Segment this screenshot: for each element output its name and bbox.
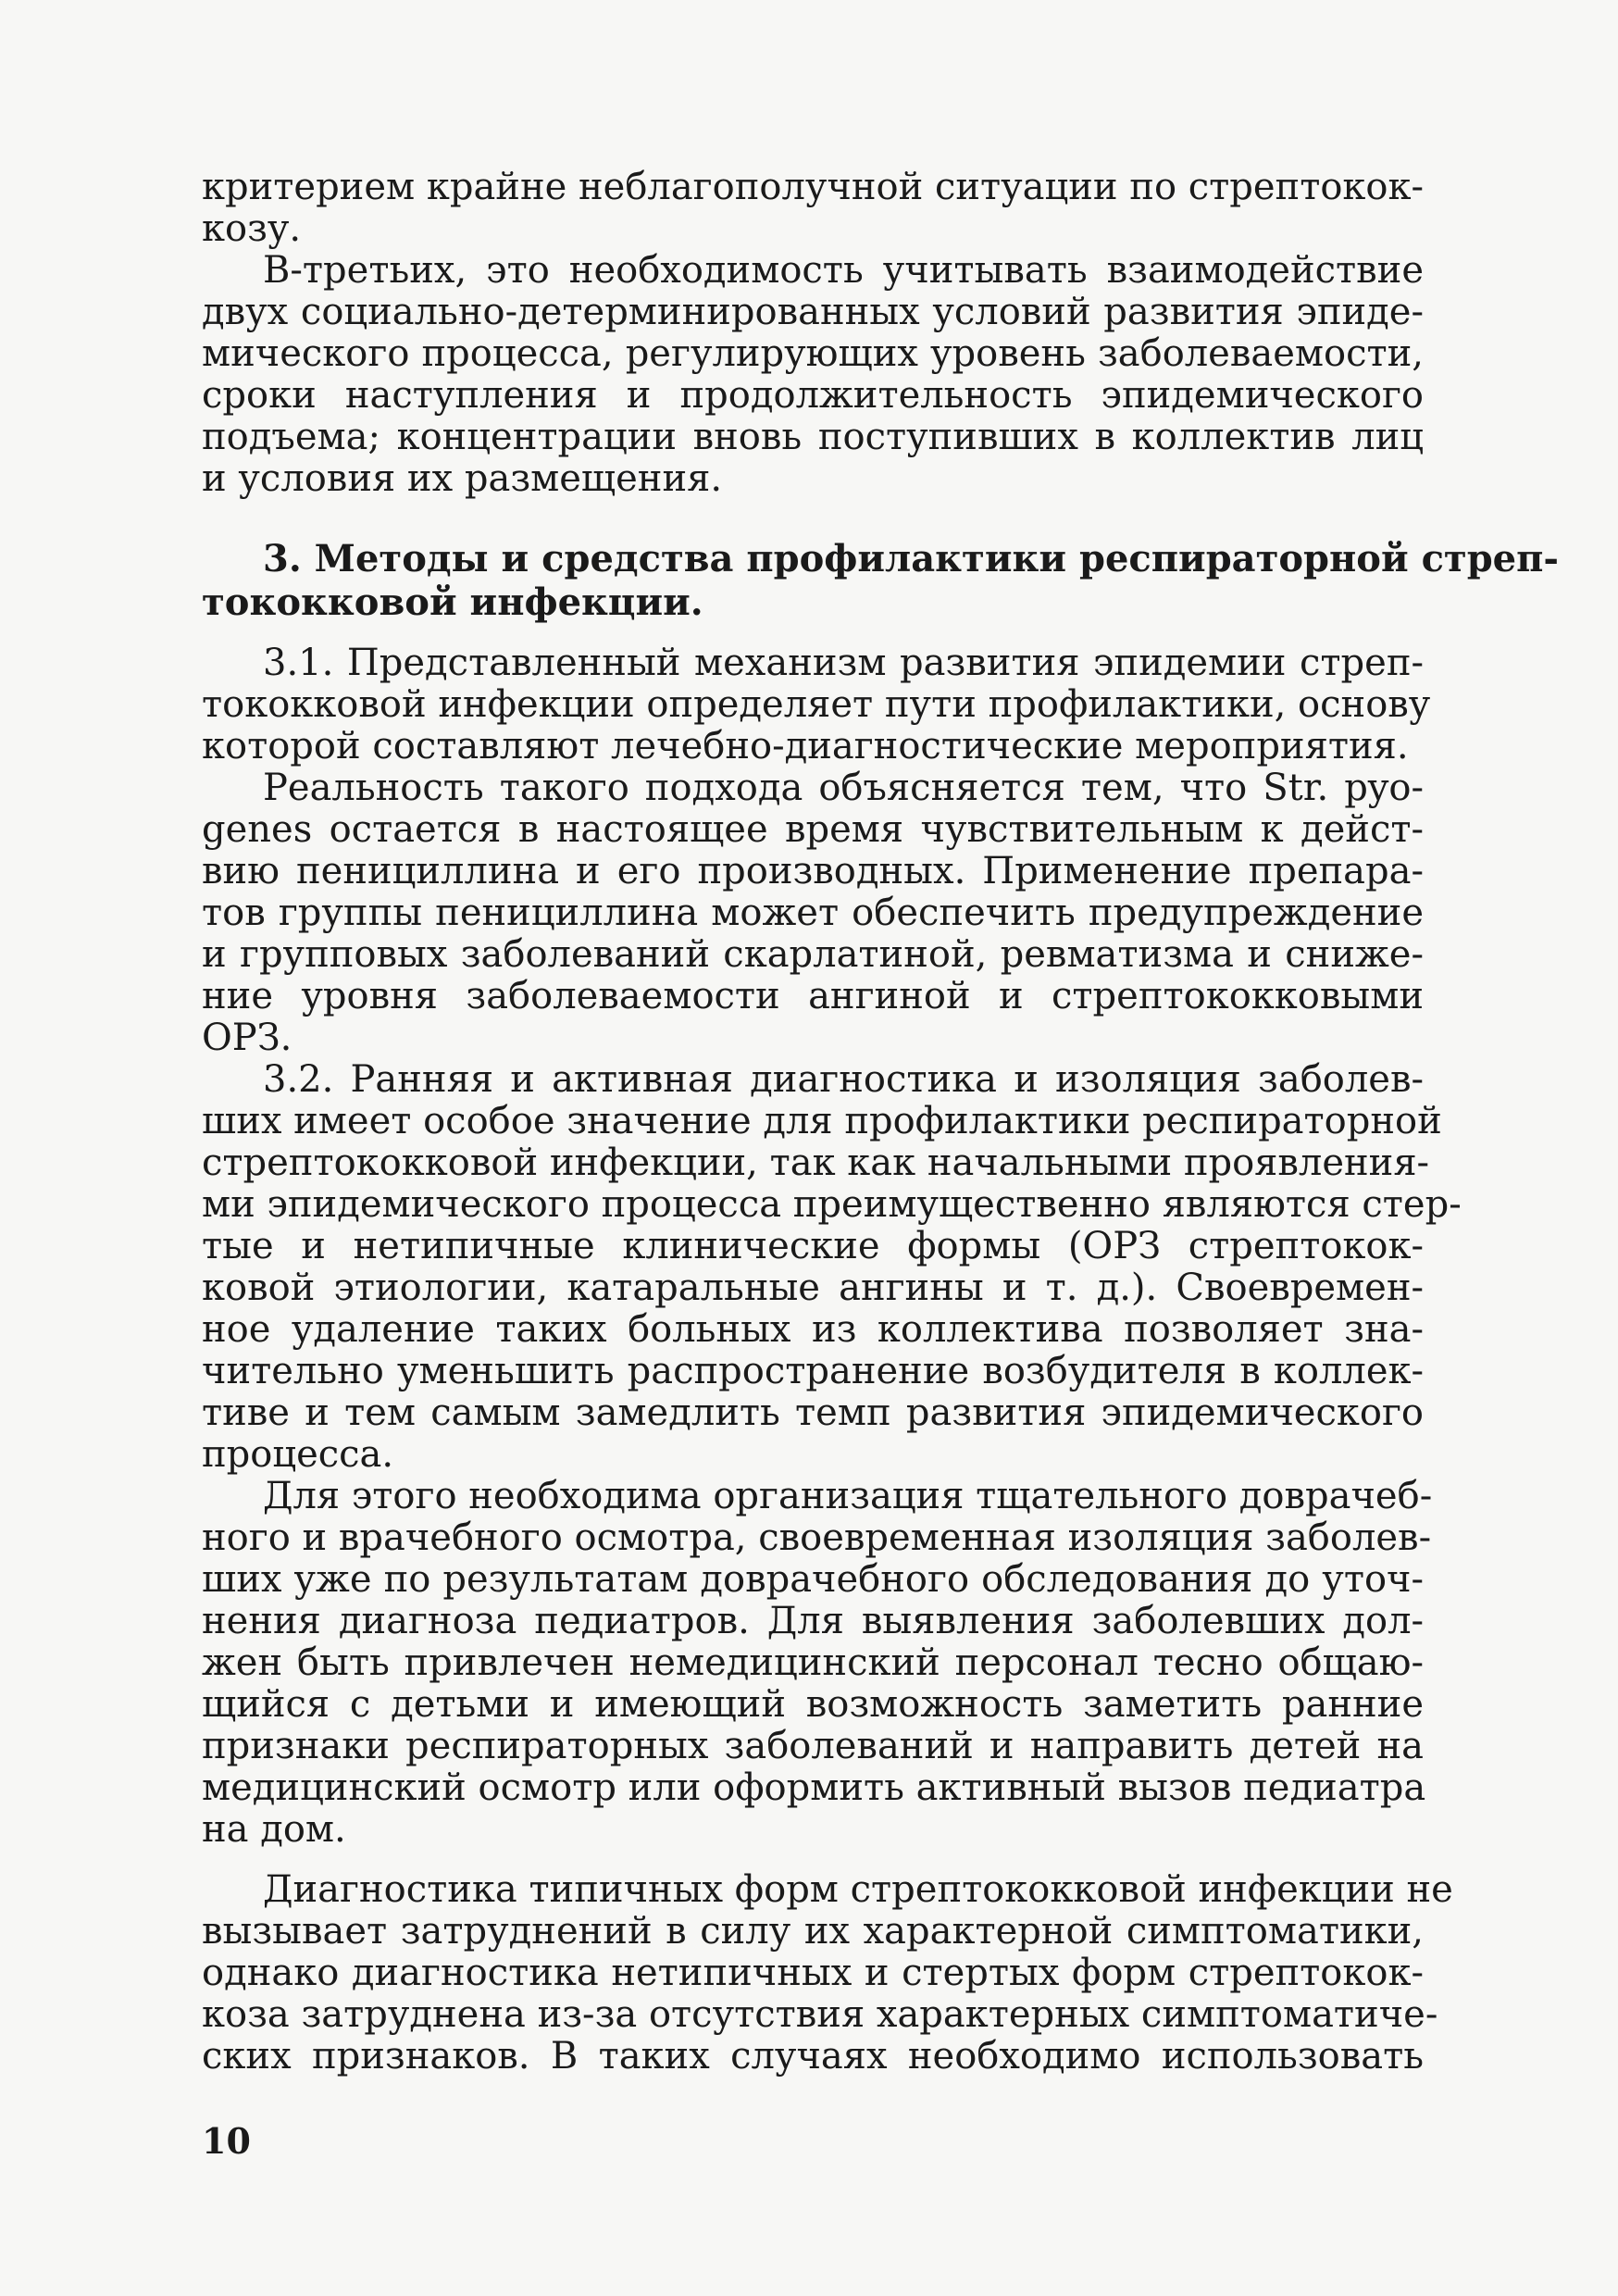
text-line: чительно уменьшить распространение возбудителя в коллек- [202,1350,1424,1392]
text-line: сроки наступления и продолжительность эпидемического [202,374,1424,417]
text-line: ми эпидемического процесса преимущественно являются стер- [202,1183,1462,1226]
text-line: тококковой инфекции определяет пути профилактики, основу [202,683,1431,726]
heading-line: 3. Методы и средства профилактики респираторной стреп- [263,537,1559,580]
text-line: 3.2. Ранняя и активная диагностика и изоляция заболев- [263,1058,1424,1101]
text-line: и групповых заболеваний скарлатиной, ревматизма и сниже- [202,933,1424,976]
text-line: медицинский осмотр или оформить активный вызов педиатра [202,1766,1426,1809]
paragraph-2 [202,250,1424,500]
paragraph-4 [202,767,1424,1059]
text-line: 3.1. Представленный механизм развития эпидемии стреп- [263,642,1424,684]
text-line: процесса. [202,1433,394,1476]
page-body [202,166,1559,2078]
text-line: ших уже по результатам доврачебного обследования до уточ- [202,1558,1424,1601]
text-line: вызывает затруднений в силу их характерной симптоматики, [202,1910,1424,1953]
text-line: Для этого необходима организация тщательного доврачеб- [263,1475,1433,1517]
text-line: genes остается в настоящее время чувствительным к дейст- [202,808,1424,851]
text-line: Реальность такого подхода объясняется тем, что Str. pyo- [263,767,1424,809]
text-line: ших имеет особое значение для профилактики респираторной [202,1100,1442,1142]
text-line: ских признаков. В таких случаях необходимо использовать [202,2035,1424,2078]
text-line: ние уровня заболеваемости ангиной и стрептококковыми [202,975,1424,1017]
text-line: мического процесса, регулирующих уровень заболеваемости, [202,332,1424,375]
paragraph-3 [202,642,1431,767]
text-line: В-третьих, это необходимость учитывать взаимодействие [263,249,1424,292]
paragraph-7 [202,1868,1453,2078]
text-line: на дом. [202,1808,346,1851]
text-line: однако диагностика нетипичных и стертых форм стрептокок- [202,1952,1424,1994]
text-line: козу. [202,207,302,250]
text-line: ковой этиологии, катаральные ангины и т. д.). Своевремен- [202,1267,1424,1309]
heading-line: тококковой инфекции. [202,580,703,624]
text-line: двух социально-детерминированных условий развития эпиде- [202,291,1424,333]
text-line: коза затруднена из-за отсутствия характерных симптоматиче- [202,1993,1438,2036]
text-line: тов группы пенициллина может обеспечить предупреждение [202,892,1424,934]
text-line: щийся с детьми и имеющий возможность заметить ранние [202,1683,1424,1726]
text-line: признаки респираторных заболеваний и направить детей на [202,1725,1424,1767]
text-line: Диагностика типичных форм стрептококковой инфекции не [263,1868,1453,1911]
text-line: которой составляют лечебно-диагностические мероприятия. [202,725,1409,767]
text-line: подъема; концентрации вновь поступивших в коллектив лиц [202,416,1424,458]
text-line: нения диагноза педиатров. Для выявления заболевших дол- [202,1600,1424,1642]
text-line: ОРЗ. [202,1017,292,1059]
page-number: 10 [202,2120,251,2162]
text-line: вию пенициллина и его производных. Применение препара- [202,850,1424,892]
paragraph-6 [202,1475,1433,1851]
section-heading [202,537,1559,624]
text-line: и условия их размещения. [202,457,723,500]
text-line: стрептококковой инфекции, так как начальными проявления- [202,1142,1430,1184]
text-line: тиве и тем самым замедлить темп развития эпидемического [202,1391,1424,1434]
text-line: жен быть привлечен немедицинский персонал тесно общаю- [202,1641,1424,1684]
paragraph-1 [202,167,1424,250]
text-line: ного и врачебного осмотра, своевременная изоляция заболев- [202,1516,1432,1559]
text-line: критерием крайне неблагополучной ситуации по стрептокок- [202,166,1425,208]
text-line: ное удаление таких больных из коллектива позволяет зна- [202,1308,1424,1351]
paragraph-5 [202,1058,1462,1476]
text-line: тые и нетипичные клинические формы (ОРЗ стрептокок- [202,1225,1424,1267]
